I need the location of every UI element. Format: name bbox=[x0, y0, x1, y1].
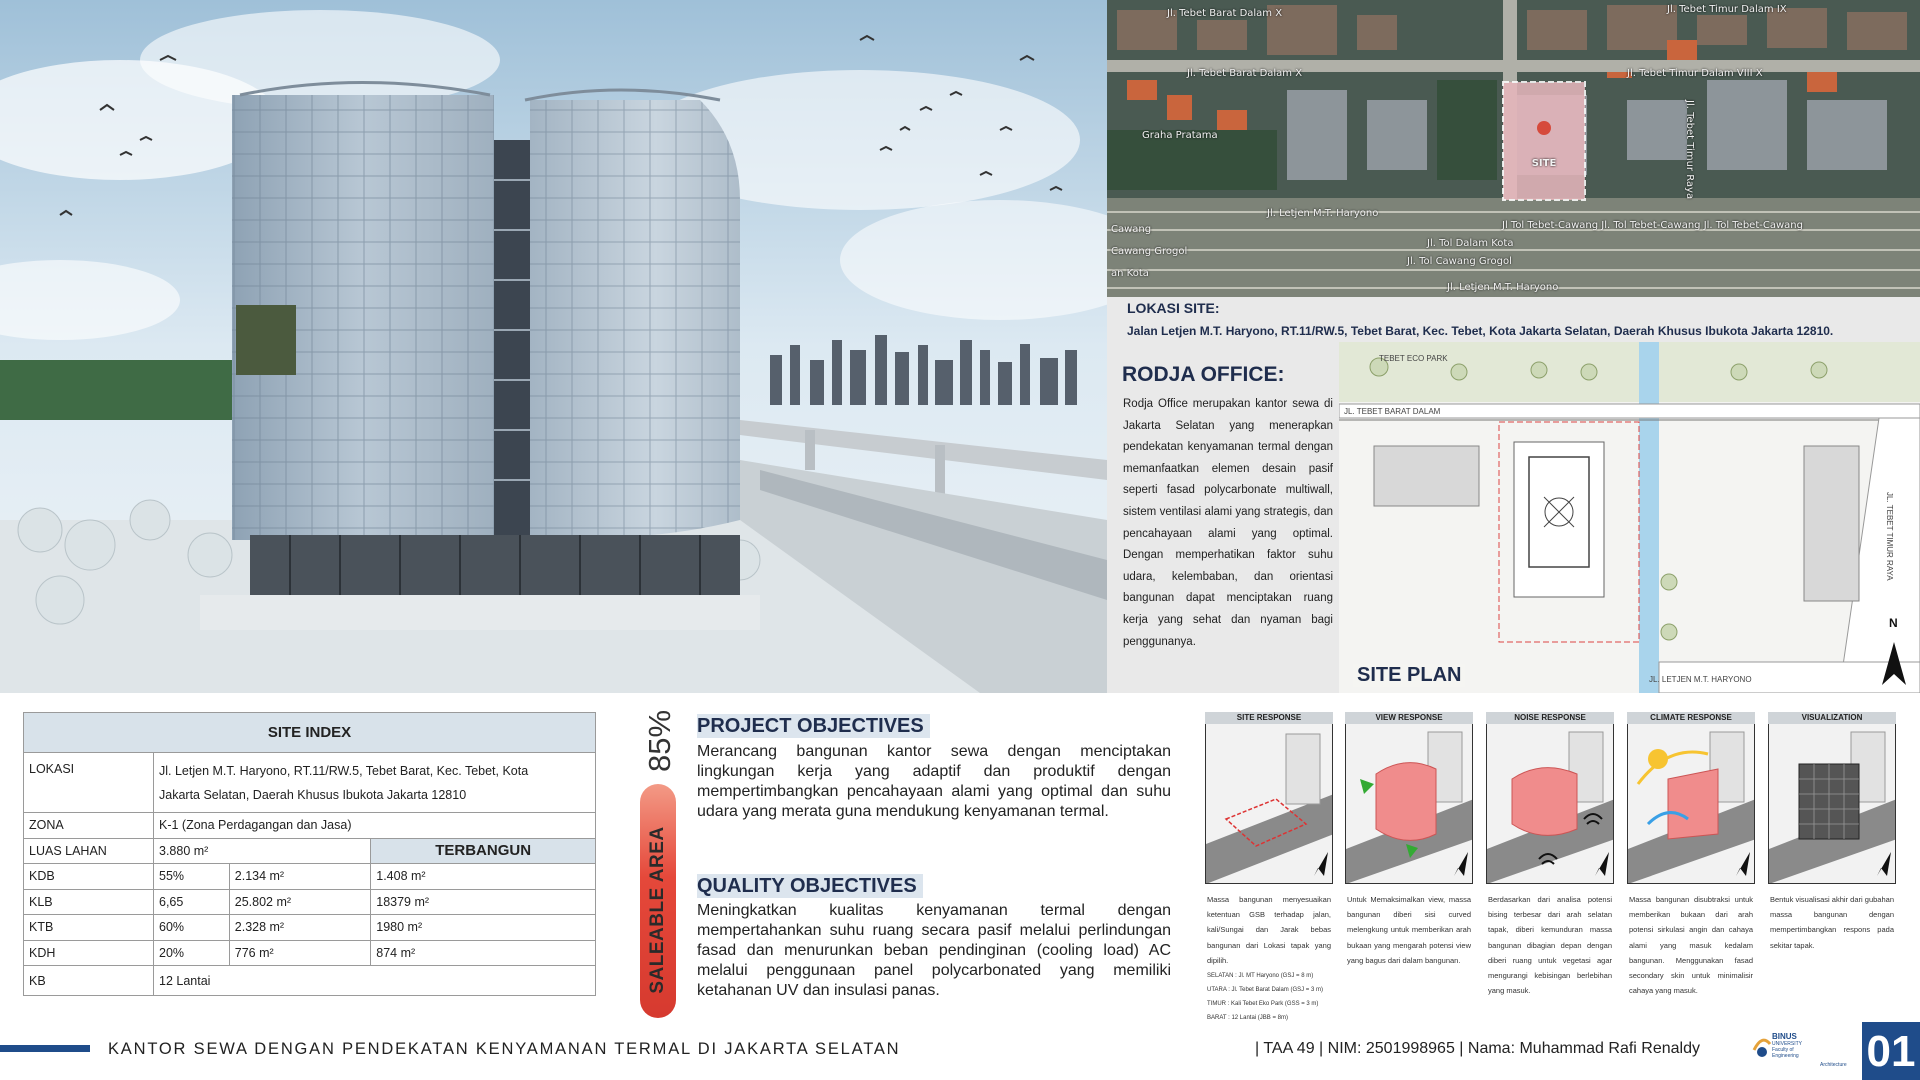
row-built: 1980 m² bbox=[371, 915, 596, 941]
table-row bbox=[24, 864, 596, 890]
luas-lahan-label: LUAS LAHAN bbox=[24, 838, 154, 864]
response-note: TIMUR : Kali Tebet Eko Park (GSS = 3 m) bbox=[1207, 1001, 1319, 1008]
siteplan-road-bottom: JL. LETJEN M.T. HARYONO bbox=[1649, 675, 1752, 684]
site-response-card bbox=[1205, 712, 1333, 1024]
map-label: Jl. Tol Cawang Grogol bbox=[1407, 256, 1512, 267]
saleable-percent-box bbox=[632, 700, 688, 782]
site-satellite-map bbox=[1107, 0, 1920, 297]
response-title: VIEW RESPONSE bbox=[1345, 712, 1473, 724]
map-site-label: SITE bbox=[1531, 158, 1557, 169]
binus-logo-sub: UNIVERSITY bbox=[1772, 1041, 1803, 1047]
site-index-title: SITE INDEX bbox=[24, 713, 596, 753]
hero-render-illustration bbox=[0, 0, 1107, 693]
map-label: Jl. Tebet Timur Raya bbox=[1684, 100, 1695, 200]
map-label: Jl. Tebet Timur Dalam IX bbox=[1667, 4, 1787, 15]
map-label: Jl Tol Tebet-Cawang Jl. Tol Tebet-Cawang Jl. Tol Tebet-Cawang bbox=[1502, 220, 1803, 231]
terbangun-header: TERBANGUN bbox=[371, 838, 596, 864]
row-value: 6,65 bbox=[154, 889, 230, 915]
binus-emblem-icon bbox=[1752, 1030, 1772, 1060]
response-text: Bentuk visualisasi akhir dari gubahan massa bangunan dengan mempertimbangkan respons pada sekitar tapak. bbox=[1770, 895, 1894, 950]
response-title: NOISE RESPONSE bbox=[1486, 712, 1614, 724]
site-marker bbox=[1503, 82, 1585, 200]
table-row bbox=[24, 915, 596, 941]
row-built: 1.408 m² bbox=[371, 864, 596, 890]
row-built: 18379 m² bbox=[371, 889, 596, 915]
kb-value: 12 Lantai bbox=[154, 966, 596, 996]
rodja-office-title: RODJA OFFICE: bbox=[1122, 363, 1285, 386]
north-label: N bbox=[1889, 616, 1898, 630]
lokasi-label: LOKASI bbox=[24, 753, 154, 813]
row-value: 20% bbox=[154, 940, 230, 966]
siteplan-road-right: JL. TEBET TIMUR RAYA bbox=[1885, 492, 1894, 581]
response-text: Untuk Memaksimalkan view, massa bangunan diberi sisi curved melengkung untuk memberikan arah bukaan yang mengarah potensi view yang bagus dari dalam bangunan. bbox=[1347, 895, 1471, 965]
row-label: KDB bbox=[24, 864, 154, 890]
rodja-office-description: Rodja Office merupakan kantor sewa di Jakarta Selatan yang menerapkan pendekatan kenyamanan termal dengan memanfaatkan elemen desain pasif seperti fasad polycarbonate multiwall, sistem ventilasi alami yang strategis, dan pencahayaan alami yang optimal. Dengan memperhatikan faktor suhu udara, kelembaban, dan orientasi bangunan dapat menciptakan ruang kerja yang sehat dan nyaman bagi penggunanya. bbox=[1123, 398, 1333, 648]
row-value: 55% bbox=[154, 864, 230, 890]
binus-logo-sub: Engineering bbox=[1772, 1053, 1799, 1059]
response-diagram bbox=[1768, 724, 1896, 884]
map-label: Jl. Tebet Timur Dalam VIII X bbox=[1627, 68, 1763, 79]
response-note: SELATAN : Jl. MT Haryono (GSJ = 8 m) bbox=[1207, 973, 1314, 980]
noise-response-card bbox=[1486, 712, 1614, 998]
site-response-diagram bbox=[1206, 724, 1333, 884]
response-diagram bbox=[1627, 724, 1755, 884]
row-label: KDH bbox=[24, 940, 154, 966]
page-number: 01 bbox=[1862, 1022, 1920, 1080]
response-title: VISUALIZATION bbox=[1768, 712, 1896, 724]
noise-response-diagram bbox=[1487, 724, 1614, 884]
siteplan-road-top: JL. TEBET BARAT DALAM bbox=[1344, 407, 1441, 416]
row-value: 60% bbox=[154, 915, 230, 941]
quality-objectives-title: QUALITY OBJECTIVES bbox=[697, 874, 923, 898]
lokasi-value-line1: Jl. Letjen M.T. Haryono, RT.11/RW.5, Tebet Barat, Kec. Tebet, Kota bbox=[159, 763, 529, 778]
visualization-diagram bbox=[1769, 724, 1896, 884]
response-title: CLIMATE RESPONSE bbox=[1627, 712, 1755, 724]
visualization-card bbox=[1768, 712, 1896, 953]
zona-label: ZONA bbox=[24, 813, 154, 839]
luas-lahan-value: 3.880 m² bbox=[154, 838, 371, 864]
row-area: 2.328 m² bbox=[229, 915, 370, 941]
binus-logo-sub: Faculty of bbox=[1772, 1047, 1794, 1053]
lokasi-value bbox=[154, 753, 596, 813]
map-label: Jl. Letjen M.T. Haryono bbox=[1447, 282, 1559, 293]
response-diagram bbox=[1205, 724, 1333, 884]
lokasi-site-address: Jalan Letjen M.T. Haryono, RT.11/RW.5, Tebet Barat, Kec. Tebet, Kota Jakarta Selatan, Daerah Khusus Ibukota Jakarta 12810. bbox=[1127, 324, 1834, 338]
response-diagram bbox=[1345, 724, 1473, 884]
row-area: 25.802 m² bbox=[229, 889, 370, 915]
map-label: Cawang Grogol bbox=[1111, 246, 1188, 257]
map-label: Graha Pratama bbox=[1142, 130, 1218, 141]
site-index-table bbox=[23, 712, 596, 996]
saleable-label: SALEABLE AREA bbox=[647, 826, 668, 995]
footer-accent-bar bbox=[0, 1045, 90, 1052]
map-label: an Kota bbox=[1111, 268, 1149, 279]
row-label: KLB bbox=[24, 889, 154, 915]
saleable-percent: 85% bbox=[642, 709, 677, 773]
satellite-map-image bbox=[1107, 0, 1920, 297]
footer-project-title: KANTOR SEWA DENGAN PENDEKATAN KENYAMANAN TERMAL DI JAKARTA SELATAN bbox=[108, 1040, 901, 1058]
zona-value: K-1 (Zona Perdagangan dan Jasa) bbox=[154, 813, 596, 839]
response-diagram bbox=[1486, 724, 1614, 884]
table-row bbox=[24, 889, 596, 915]
siteplan-park-label: TEBET ECO PARK bbox=[1379, 354, 1448, 363]
response-title: SITE RESPONSE bbox=[1205, 712, 1333, 724]
map-label: Jl. Letjen M.T. Haryono bbox=[1267, 208, 1379, 219]
row-label: KTB bbox=[24, 915, 154, 941]
response-note: BARAT : 12 Lantai (JBB = 8m) bbox=[1207, 1015, 1288, 1022]
saleable-bar bbox=[640, 784, 676, 1018]
kb-label: KB bbox=[24, 966, 154, 996]
binus-logo-name: BINUS bbox=[1772, 1032, 1797, 1041]
quality-objectives-text: Meningkatkan kualitas kenyamanan termal dengan mempertahankan suhu ruang secara pasif melalui perlindungan fasad dan menurunkan beban pendinginan (cooling load) AC melalui penggunaan panel polycarbonated yang memiliki ketahanan UV dan insulasi panas. bbox=[697, 902, 1171, 999]
row-area: 2.134 m² bbox=[229, 864, 370, 890]
view-response-card bbox=[1345, 712, 1473, 968]
climate-response-diagram bbox=[1628, 724, 1755, 884]
map-label: Jl. Tebet Barat Dalam X bbox=[1167, 8, 1283, 19]
response-text: Berdasarkan dari analisa potensi bising terbesar dari arah selatan tapak, diberi kemunduran massa bangunan dibagian depan dengan diberi ruang untuk vegetasi agar mengurangi kebisingan berlebihan yang masuk. bbox=[1488, 895, 1612, 996]
view-response-diagram bbox=[1346, 724, 1473, 884]
saleable-area-indicator bbox=[632, 700, 688, 1018]
binus-logo-sub: Architecture bbox=[1820, 1062, 1847, 1068]
site-plan-drawing bbox=[1339, 342, 1920, 693]
map-label: Jl. Tebet Barat Dalam X bbox=[1187, 68, 1303, 79]
climate-response-card bbox=[1627, 712, 1755, 998]
response-text: Massa bangunan disubtraksi untuk memberikan bukaan dari arah potensi sirkulasi angin dan cahaya alami yang masuk kedalam bangunan. Menggunakan fasad secondary skin untuk minimalisir cahaya yang masuk. bbox=[1629, 895, 1753, 996]
response-text: Massa bangunan menyesuaikan ketentuan GSB terhadap jalan, kali/Sungai dan Jarak bebas bangunan dari Lokasi tapak yang dipilih. bbox=[1207, 895, 1331, 965]
table-row bbox=[24, 940, 596, 966]
response-note: UTARA : Jl. Tebet Barat Dalam (GSJ = 3 m) bbox=[1207, 987, 1323, 994]
site-plan-title: SITE PLAN bbox=[1353, 664, 1465, 687]
map-label: Jl. Tol Dalam Kota bbox=[1427, 238, 1514, 249]
project-objectives-title: PROJECT OBJECTIVES bbox=[697, 714, 930, 738]
binus-logo bbox=[1752, 1026, 1860, 1072]
hero-render bbox=[0, 0, 1107, 693]
lokasi-value-line2: Jakarta Selatan, Daerah Khusus Ibukota Jakarta 12810 bbox=[159, 787, 467, 802]
site-pin-icon bbox=[1537, 121, 1551, 135]
row-built: 874 m² bbox=[371, 940, 596, 966]
lokasi-site-title: LOKASI SITE: bbox=[1127, 300, 1220, 316]
row-area: 776 m² bbox=[229, 940, 370, 966]
map-label: Cawang bbox=[1111, 224, 1152, 235]
site-plan bbox=[1339, 342, 1920, 693]
project-objectives-text: Merancang bangunan kantor sewa dengan menciptakan lingkungan kerja yang adaptif dan produktif dengan mempertimbangkan pencahayaan alami yang optimal dan suhu udara yang merata guna mendukung kenyamanan termal. bbox=[697, 743, 1171, 820]
footer-credit: | TAA 49 | NIM: 2501998965 | Nama: Muhammad Rafi Renaldy bbox=[1255, 1040, 1700, 1057]
